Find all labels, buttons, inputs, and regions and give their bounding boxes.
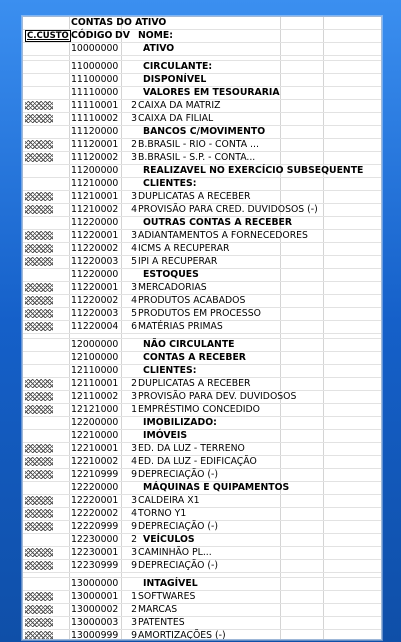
account-name-cell[interactable]: CLIENTES: <box>143 178 197 189</box>
cost-center-cell[interactable] <box>25 604 69 616</box>
check-digit-cell[interactable]: 6 <box>131 321 137 332</box>
cost-center-placeholder <box>25 561 53 570</box>
table-row <box>23 191 381 204</box>
cost-center-placeholder <box>25 379 53 388</box>
account-table <box>23 17 381 640</box>
table-row <box>23 352 381 365</box>
cost-center-placeholder <box>25 283 53 292</box>
spreadsheet <box>22 16 382 640</box>
check-digit-cell[interactable] <box>123 352 137 364</box>
cost-center-placeholder <box>25 605 53 614</box>
table-row <box>23 534 381 547</box>
account-name-cell[interactable]: PRODUTOS ACABADOS <box>138 295 246 306</box>
account-name-cell[interactable]: B.BRASIL - S.P. - CONTA... <box>138 152 256 163</box>
check-digit-cell[interactable]: 5 <box>131 256 137 267</box>
account-name-cell[interactable]: ED. DA LUZ - EDIFICAÇÃO <box>138 456 257 467</box>
table-row <box>23 417 381 430</box>
cost-center-placeholder <box>25 192 53 201</box>
table-row <box>23 217 381 230</box>
table-row <box>23 443 381 456</box>
check-digit-cell[interactable]: 3 <box>131 617 137 628</box>
table-row <box>23 456 381 469</box>
account-code-cell[interactable]: 11210002 <box>71 204 119 215</box>
cost-center-placeholder <box>25 257 53 266</box>
cost-center-placeholder <box>25 405 53 414</box>
check-digit-cell[interactable]: 9 <box>131 469 137 480</box>
account-code-cell[interactable]: 11210000 <box>71 178 119 189</box>
account-name-cell[interactable]: EMPRÉSTIMO CONCEDIDO <box>138 404 260 415</box>
cost-center-cell[interactable] <box>25 139 69 151</box>
account-name-cell[interactable]: BANCOS C/MOVIMENTO <box>143 126 266 137</box>
account-name-cell[interactable]: CONTAS A RECEBER <box>143 352 246 363</box>
check-digit-cell[interactable] <box>123 430 137 442</box>
account-code-cell[interactable]: 11210001 <box>71 191 119 202</box>
table-row <box>23 204 381 217</box>
account-name-cell[interactable]: MERCADORIAS <box>138 282 207 293</box>
account-code-cell[interactable]: 12210002 <box>71 456 119 467</box>
account-name-cell[interactable]: AMORTIZAÇÕES (-) <box>138 630 226 640</box>
cost-center-cell[interactable] <box>25 269 69 281</box>
check-digit-cell[interactable]: 4 <box>131 204 137 215</box>
cost-center-placeholder <box>25 470 53 479</box>
account-code-cell[interactable]: 12000000 <box>71 339 119 350</box>
cost-center-placeholder <box>25 392 53 401</box>
account-name-cell[interactable]: NÃO CIRCULANTE <box>143 339 235 350</box>
account-code-cell[interactable]: 12220999 <box>71 521 119 532</box>
table-row <box>23 391 381 404</box>
account-name-cell[interactable]: B.BRASIL - RIO - CONTA ... <box>138 139 259 150</box>
check-digit-cell[interactable]: 9 <box>131 560 137 571</box>
cost-center-cell[interactable] <box>25 126 69 138</box>
cost-center-placeholder <box>25 244 53 253</box>
account-code-cell[interactable]: 11220003 <box>71 256 119 267</box>
table-row <box>23 165 381 178</box>
account-code-cell[interactable]: 12121000 <box>71 404 119 415</box>
table-row <box>23 269 381 282</box>
account-name-cell[interactable]: CAIXA DA MATRIZ <box>138 100 221 111</box>
check-digit-cell[interactable]: 3 <box>131 495 137 506</box>
table-row <box>23 308 381 321</box>
account-name-cell[interactable]: MÁQUINAS E QUIPAMENTOS <box>143 482 290 493</box>
check-digit-cell[interactable] <box>123 43 137 55</box>
cost-center-cell[interactable] <box>25 165 69 177</box>
check-digit-cell[interactable]: 2 <box>131 534 137 545</box>
cost-center-placeholder <box>25 548 53 557</box>
cost-center-cell[interactable] <box>25 282 69 294</box>
check-digit-cell[interactable] <box>123 339 137 351</box>
check-digit-cell[interactable] <box>123 61 137 73</box>
cost-center-cell[interactable] <box>25 243 69 255</box>
cost-center-cell[interactable] <box>25 61 69 73</box>
check-digit-cell[interactable]: 5 <box>131 308 137 319</box>
account-code-cell[interactable]: 12110000 <box>71 365 119 376</box>
cost-center-cell[interactable] <box>25 217 69 229</box>
check-digit-cell[interactable]: 3 <box>131 391 137 402</box>
table-row <box>23 282 381 295</box>
account-code-cell[interactable]: 11220002 <box>71 243 119 254</box>
account-code-cell[interactable]: 13000000 <box>71 578 119 589</box>
account-code-cell[interactable]: 11220003 <box>71 308 119 319</box>
check-digit-cell[interactable] <box>123 87 137 99</box>
cost-center-placeholder <box>25 631 53 640</box>
account-name-cell[interactable]: INTAGÍVEL <box>143 578 198 589</box>
cost-center-cell[interactable] <box>25 547 69 559</box>
account-name-cell[interactable]: ICMS A RECUPERAR <box>138 243 230 254</box>
account-code-cell[interactable]: 12100000 <box>71 352 119 363</box>
account-code-cell[interactable]: 11220002 <box>71 295 119 306</box>
check-digit-cell[interactable] <box>123 482 137 494</box>
cost-center-placeholder <box>25 444 53 453</box>
account-name-cell[interactable]: IMOBILIZADO: <box>143 417 217 428</box>
header-dv[interactable]: DV <box>115 30 130 41</box>
cost-center-cell[interactable] <box>25 256 69 268</box>
account-name-cell[interactable]: IPI A RECUPERAR <box>138 256 218 267</box>
table-row <box>23 43 381 56</box>
account-name-cell[interactable]: REALIZAVEL NO EXERCÍCIO SUBSEQUENTE <box>143 165 364 176</box>
cost-center-cell[interactable] <box>25 321 69 333</box>
account-name-cell[interactable]: CLIENTES: <box>143 365 197 376</box>
check-digit-cell[interactable]: 2 <box>131 604 137 615</box>
account-name-cell[interactable]: PATENTES <box>138 617 185 628</box>
account-code-cell[interactable]: 11220004 <box>71 321 119 332</box>
account-code-cell[interactable]: 12210000 <box>71 430 119 441</box>
cost-center-cell[interactable] <box>25 591 69 603</box>
account-code-cell[interactable]: 12230999 <box>71 560 119 571</box>
cost-center-cell[interactable] <box>25 178 69 190</box>
account-code-cell[interactable]: 11220001 <box>71 230 119 241</box>
cost-center-cell[interactable] <box>25 482 69 494</box>
cost-center-cell[interactable] <box>25 152 69 164</box>
account-name-cell[interactable]: CALDEIRA X1 <box>138 495 200 506</box>
cost-center-cell[interactable] <box>25 352 69 364</box>
cost-center-placeholder <box>25 496 53 505</box>
check-digit-cell[interactable] <box>123 178 137 190</box>
table-row <box>23 591 381 604</box>
table-row <box>23 495 381 508</box>
cost-center-cell[interactable] <box>25 417 69 429</box>
account-name-cell[interactable]: MATÉRIAS PRIMAS <box>138 321 223 332</box>
cost-center-placeholder <box>25 231 53 240</box>
account-name-cell[interactable]: PRODUTOS EM PROCESSO <box>138 308 261 319</box>
account-name-cell[interactable]: DEPRECIAÇÃO (-) <box>138 469 218 480</box>
check-digit-cell[interactable]: 9 <box>131 630 137 640</box>
table-row <box>23 230 381 243</box>
check-digit-cell[interactable]: 3 <box>131 230 137 241</box>
account-code-cell[interactable]: 12210001 <box>71 443 119 454</box>
cost-center-placeholder <box>25 296 53 305</box>
account-code-cell[interactable]: 13000001 <box>71 591 119 602</box>
account-name-cell[interactable]: ED. DA LUZ - TERRENO <box>138 443 245 454</box>
cost-center-cell[interactable] <box>25 113 69 125</box>
header-custo: C.CUSTO <box>27 31 69 41</box>
account-name-cell[interactable]: DUPLICATAS A RECEBER <box>138 191 251 202</box>
cost-center-cell[interactable] <box>25 391 69 403</box>
account-name-cell[interactable]: ADIANTAMENTOS A FORNECEDORES <box>138 230 308 241</box>
cost-center-placeholder <box>25 592 53 601</box>
cost-center-placeholder <box>25 457 53 466</box>
account-name-cell[interactable]: PROVISÃO PARA CRED. DUVIDOSOS (-) <box>138 204 318 215</box>
account-code-cell[interactable]: 12110002 <box>71 391 119 402</box>
account-code-cell[interactable]: 11110002 <box>71 113 119 124</box>
table-row <box>23 547 381 560</box>
check-digit-cell[interactable]: 4 <box>131 508 137 519</box>
cost-center-cell[interactable] <box>25 74 69 86</box>
check-digit-cell[interactable]: 2 <box>131 378 137 389</box>
check-digit-cell[interactable]: 4 <box>131 456 137 467</box>
account-code-cell[interactable]: 11120002 <box>71 152 119 163</box>
table-row <box>23 243 381 256</box>
account-code-cell[interactable]: 11220000 <box>71 269 119 280</box>
table-row <box>23 61 381 74</box>
cost-center-placeholder <box>25 309 53 318</box>
account-code-cell[interactable]: 11110000 <box>71 87 119 98</box>
cost-center-cell[interactable] <box>25 443 69 455</box>
cost-center-placeholder <box>25 114 53 123</box>
cost-center-placeholder <box>25 618 53 627</box>
header-nome[interactable]: NOME: <box>138 30 174 41</box>
table-row <box>23 521 381 534</box>
account-code-cell[interactable]: 13000003 <box>71 617 119 628</box>
cost-center-cell[interactable] <box>25 295 69 307</box>
table-row <box>23 126 381 139</box>
cost-center-placeholder <box>25 101 53 110</box>
check-digit-cell[interactable]: 3 <box>131 191 137 202</box>
account-code-cell[interactable]: 10000000 <box>71 43 119 54</box>
cost-center-cell[interactable] <box>25 495 69 507</box>
table-row <box>23 74 381 87</box>
cost-center-cell[interactable] <box>25 87 69 99</box>
table-row <box>23 482 381 495</box>
cost-center-cell[interactable] <box>25 191 69 203</box>
cost-center-cell[interactable] <box>25 617 69 629</box>
cost-center-cell[interactable] <box>25 230 69 242</box>
check-digit-cell[interactable] <box>123 126 137 138</box>
account-code-cell[interactable]: 12200000 <box>71 417 119 428</box>
cost-center-placeholder <box>25 522 53 531</box>
account-code-cell[interactable]: 12210999 <box>71 469 119 480</box>
check-digit-cell[interactable] <box>123 269 137 281</box>
cost-center-cell[interactable] <box>25 430 69 442</box>
cost-center-placeholder <box>25 205 53 214</box>
table-row <box>23 339 381 352</box>
table-row <box>23 139 381 152</box>
check-digit-cell[interactable]: 3 <box>131 547 137 558</box>
check-digit-cell[interactable]: 3 <box>131 282 137 293</box>
account-name-cell[interactable]: DUPLICATAS A RECEBER <box>138 378 251 389</box>
table-row <box>23 100 381 113</box>
account-code-cell[interactable]: 12220001 <box>71 495 119 506</box>
account-name-cell[interactable]: CAMINHÃO PL... <box>138 547 212 558</box>
account-name-cell[interactable]: DEPRECIAÇÃO (-) <box>138 521 218 532</box>
account-code-cell[interactable]: 11000000 <box>71 61 119 72</box>
cost-center-cell[interactable] <box>25 308 69 320</box>
header-row <box>23 30 381 43</box>
table-row <box>23 404 381 417</box>
cost-center-cell[interactable] <box>25 100 69 112</box>
table-row <box>23 508 381 521</box>
check-digit-cell[interactable]: 4 <box>131 243 137 254</box>
cost-center-cell[interactable] <box>25 469 69 481</box>
account-name-cell[interactable]: ATIVO <box>143 43 175 54</box>
account-name-cell[interactable]: TORNO Y1 <box>138 508 187 519</box>
cost-center-cell[interactable] <box>25 378 69 390</box>
account-code-cell[interactable]: 11120000 <box>71 126 119 137</box>
cost-center-cell[interactable] <box>25 339 69 351</box>
cost-center-placeholder <box>25 140 53 149</box>
cost-center-cell[interactable] <box>25 204 69 216</box>
account-code-cell[interactable]: 12230000 <box>71 534 119 545</box>
check-digit-cell[interactable]: 1 <box>131 591 137 602</box>
cost-center-cell[interactable] <box>25 365 69 377</box>
account-code-cell[interactable]: 12110001 <box>71 378 119 389</box>
table-row <box>23 378 381 391</box>
sheet-title: CONTAS DO ATIVO <box>71 17 167 28</box>
account-code-cell[interactable]: 13000999 <box>71 630 119 640</box>
account-code-cell[interactable]: 11220001 <box>71 282 119 293</box>
check-digit-cell[interactable]: 1 <box>131 404 137 415</box>
account-name-cell[interactable]: IMÓVEIS <box>143 430 188 441</box>
cost-center-cell[interactable] <box>25 560 69 572</box>
cost-center-cell[interactable] <box>25 578 69 590</box>
table-row <box>23 295 381 308</box>
cost-center-placeholder <box>25 153 53 162</box>
account-code-cell[interactable]: 13000002 <box>71 604 119 615</box>
cost-center-cell[interactable] <box>25 456 69 468</box>
account-name-cell[interactable]: CIRCULANTE: <box>143 61 213 72</box>
cost-center-placeholder <box>25 509 53 518</box>
cost-center-cell[interactable] <box>25 43 69 55</box>
account-name-cell[interactable]: CAIXA DA FILIAL <box>138 113 214 124</box>
table-row <box>23 578 381 591</box>
check-digit-cell[interactable]: 3 <box>131 443 137 454</box>
account-code-cell[interactable]: 11220000 <box>71 217 119 228</box>
account-name-cell[interactable]: ESTOQUES <box>143 269 199 280</box>
check-digit-cell[interactable] <box>123 365 137 377</box>
check-digit-cell[interactable]: 3 <box>131 152 137 163</box>
table-row <box>23 469 381 482</box>
check-digit-cell[interactable] <box>123 165 137 177</box>
account-code-cell[interactable]: 11200000 <box>71 165 119 176</box>
account-code-cell[interactable]: 12220002 <box>71 508 119 519</box>
check-digit-cell[interactable]: 2 <box>131 100 137 111</box>
account-name-cell[interactable]: SOFTWARES <box>138 591 196 602</box>
account-name-cell[interactable]: VEÍCULOS <box>143 534 195 545</box>
cost-center-cell[interactable] <box>25 630 69 640</box>
header-codigo[interactable]: CÓDIGO <box>71 30 113 41</box>
check-digit-cell[interactable]: 2 <box>131 139 137 150</box>
cost-center-cell[interactable] <box>25 521 69 533</box>
account-name-cell[interactable]: PROVISÃO PARA DEV. DUVIDOSOS <box>138 391 297 402</box>
account-code-cell[interactable]: 12220000 <box>71 482 119 493</box>
table-row <box>23 630 381 640</box>
cost-center-placeholder <box>25 322 53 331</box>
table-row <box>23 604 381 617</box>
account-code-cell[interactable]: 11120001 <box>71 139 119 150</box>
account-code-cell[interactable]: 12230001 <box>71 547 119 558</box>
table-row <box>23 430 381 443</box>
table-row <box>23 256 381 269</box>
check-digit-cell[interactable]: 4 <box>131 295 137 306</box>
cost-center-cell[interactable] <box>25 404 69 416</box>
table-row <box>23 152 381 165</box>
table-row <box>23 560 381 573</box>
check-digit-cell[interactable] <box>123 74 137 86</box>
account-name-cell[interactable]: VALORES EM TESOURARIA <box>143 87 280 98</box>
title-row <box>23 17 381 30</box>
check-digit-cell[interactable] <box>123 578 137 590</box>
check-digit-cell[interactable]: 3 <box>131 113 137 124</box>
account-code-cell[interactable]: 11110001 <box>71 100 119 111</box>
table-row <box>23 365 381 378</box>
table-row <box>23 321 381 334</box>
table-row <box>23 178 381 191</box>
account-name-cell[interactable]: MARCAS <box>138 604 178 615</box>
account-name-cell[interactable]: DISPONÍVEL <box>143 74 207 85</box>
header-custo-cell[interactable] <box>25 30 69 42</box>
account-name-cell[interactable]: OUTRAS CONTAS A RECEBER <box>143 217 293 228</box>
account-code-cell[interactable]: 11100000 <box>71 74 119 85</box>
table-row <box>23 617 381 630</box>
cost-center-cell[interactable] <box>25 534 69 546</box>
check-digit-cell[interactable] <box>123 417 137 429</box>
check-digit-cell[interactable]: 9 <box>131 521 137 532</box>
cost-center-cell[interactable] <box>25 508 69 520</box>
account-name-cell[interactable]: DEPRECIAÇÃO (-) <box>138 560 218 571</box>
table-row <box>23 87 381 100</box>
check-digit-cell[interactable] <box>123 217 137 229</box>
table-row <box>23 113 381 126</box>
